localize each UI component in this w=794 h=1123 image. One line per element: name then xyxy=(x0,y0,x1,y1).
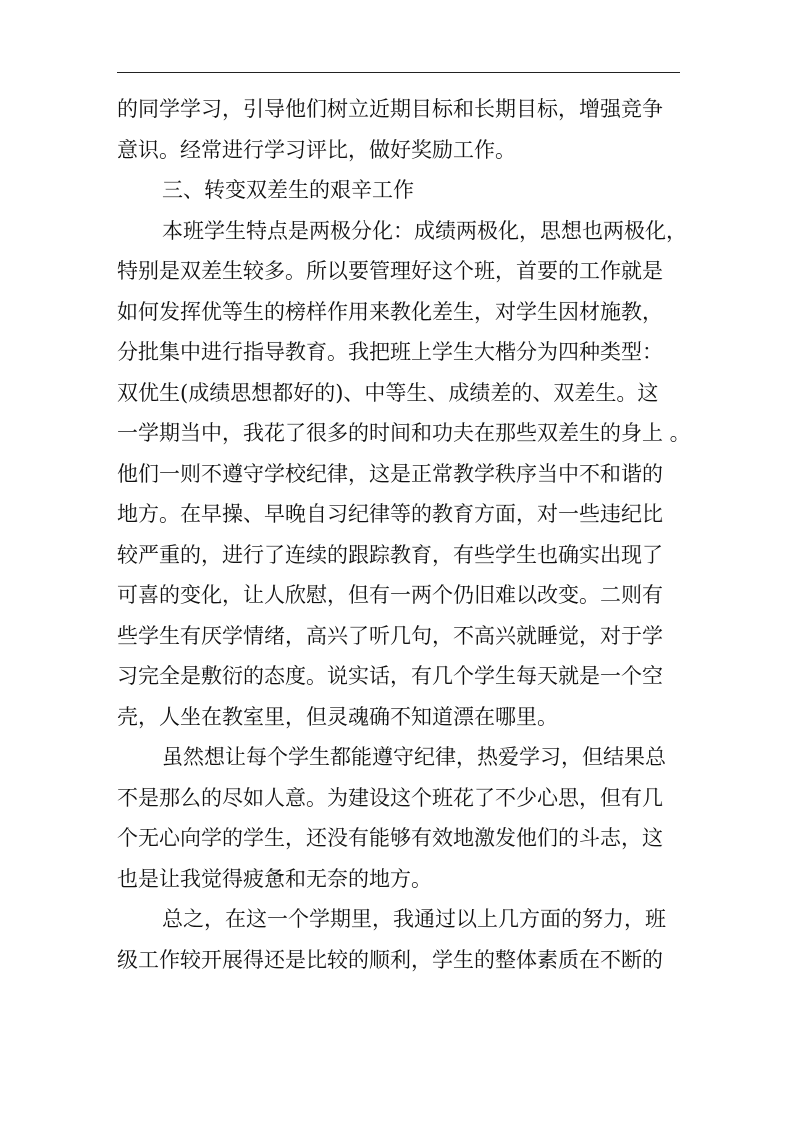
text-line: 特别是双差生较多。所以要管理好这个班，首要的工作就是 xyxy=(117,259,663,283)
text-line: 本班学生特点是两极分化：成绩两极化，思想也两极化， xyxy=(162,218,687,243)
text-line: 虽然想让每个学生都能遵守纪律，热爱学习，但结果总 xyxy=(162,745,666,769)
text-line: 级工作较开展得还是比较的顺利，学生的整体素质在不断的 xyxy=(117,947,663,972)
text-line: 壳，人坐在教室里，但灵魂确不知道漂在哪里。 xyxy=(117,704,558,729)
header-divider xyxy=(117,72,680,73)
text-line: 的同学学习，引导他们树立近期目标和长期目标，增强竞争 xyxy=(117,97,663,121)
text-line: 一学期当中，我花了很多的时间和功夫在那些双差生的身上 。 xyxy=(117,421,691,445)
text-line: 较严重的，进行了连续的跟踪教育，有些学生也确实出现了 xyxy=(117,542,663,567)
text-line: 双优生(成绩思想都好的)、中等生、成绩差的、双差生。这 xyxy=(117,380,659,405)
text-line: 如何发挥优等生的榜样作用来教化差生，对学生因材施教， xyxy=(117,299,663,324)
text-line: 不是那么的尽如人意。为建设这个班花了不少心思，但有几 xyxy=(117,785,663,810)
text-line: 也是让我觉得疲惫和无奈的地方。 xyxy=(117,866,432,891)
text-line: 些学生有厌学情绪，高兴了听几句，不高兴就睡觉，对于学 xyxy=(117,623,663,648)
text-line: 总之，在这一个学期里，我通过以上几方面的努力，班 xyxy=(162,907,666,931)
text-line: 分批集中进行指导教育。我把班上学生大楷分为四种类型： xyxy=(117,340,663,364)
text-line: 个无心向学的学生，还没有能够有效地激发他们的斗志，这 xyxy=(117,826,663,850)
text-line: 可喜的变化，让人欣慰，但有一两个仍旧难以改变。二则有 xyxy=(117,583,663,607)
body-text xyxy=(117,89,697,980)
text-line: 意识。经常进行学习评比，做好奖励工作。 xyxy=(117,137,516,162)
text-line: 他们一则不遵守学校纪律，这是正常教学秩序当中不和谐的 xyxy=(117,461,663,486)
text-line: 习完全是敷衍的态度。说实话，有几个学生每天就是一个空 xyxy=(117,664,663,688)
section-heading: 三、转变双差生的艰辛工作 xyxy=(162,178,414,202)
text-line: 地方。在早操、早晚自习纪律等的教育方面，对一些违纪比 xyxy=(117,502,663,526)
